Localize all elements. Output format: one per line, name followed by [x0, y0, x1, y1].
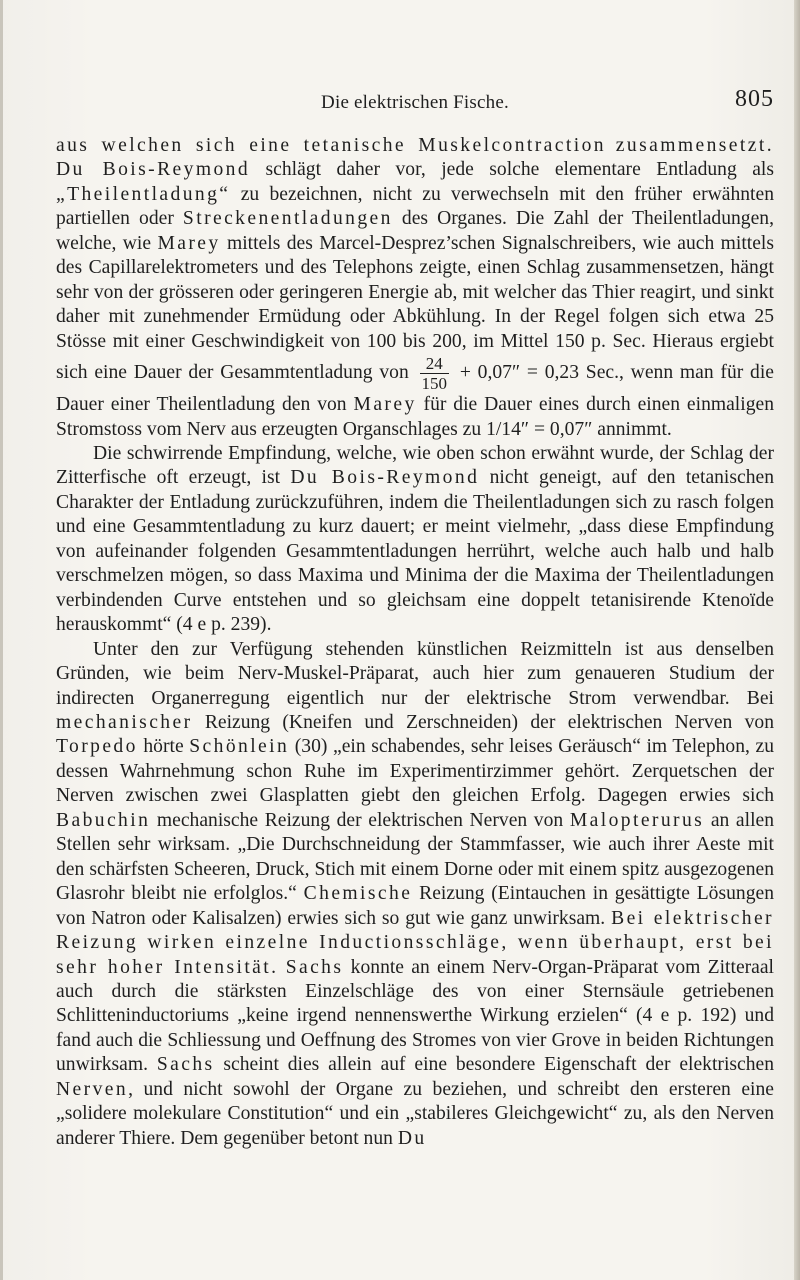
text-run: (30) „ein schabendes, sehr leises Geräusch“ im Telephon, zu dessen Wahrnehmung schon Ruhe im Experimentirzimmer gehört. Zerquetschen der Nerven zwischen zwei Glasplatten giebt den gleichen Erfolg. Dagegen erwies sich — [56, 736, 774, 807]
author-name: Sachs — [285, 956, 344, 978]
genus-name: Torpedo — [56, 736, 138, 758]
text-run: schlägt daher vor, jede solche elementare Entladung als — [250, 159, 775, 181]
author-name: Babuchin — [56, 809, 151, 831]
fraction-denominator: 150 — [421, 374, 448, 394]
text-run: konnte an einem Nerv-Organ-Präparat vom Zitteraal auch durch die stärksten Einzelschläge des von einer Sternsäule getriebenen Schlitteninductoriums „keine irgend nennenswerthe Wirkung erzielen“ (4 e p. 192) und fand auch die Schliessung und Oeffnung des Stromes von vier Grove in beiden Richtungen unwirksam. — [56, 956, 775, 1076]
inline-fraction: 1/14″ — [486, 418, 530, 440]
formula-fraction — [420, 354, 450, 393]
text-run: = 0,07″ annimmt. — [529, 418, 672, 440]
text-run: Unter den zur Verfügung stehenden künstlichen Reizmitteln ist aus denselben Gründen, wie beim Nerv-Muskel-Präparat, auch hier zum genaueren Studium der indirecten Organerregung eigentlich nur der elektrische Strom verwendbar. Bei — [56, 638, 774, 709]
text-run: Reizung (Eintauchen in gesättigte Lösungen von Natron oder Kalisalzen) erwies sich so gut wie ganz unwirksam. — [56, 883, 774, 929]
paragraph-1 — [56, 134, 774, 442]
author-name: Du Bois-Reymond — [290, 467, 480, 489]
fraction-numerator: 24 — [420, 354, 450, 374]
genus-name: Malopterurus — [569, 809, 705, 831]
emphasis: Chemische — [303, 883, 413, 905]
running-title: Die elektrischen Fische. — [321, 92, 509, 113]
text-run: des Organes. Die Zahl der Theilentladungen, welche, wie — [56, 208, 774, 254]
page-number: 805 — [735, 86, 774, 112]
text-run: mechanische Reizung der elektrischen Nerven von — [150, 809, 570, 831]
author-name: Sachs — [156, 1054, 215, 1076]
author-name: Marey — [157, 232, 221, 254]
text-run: nicht geneigt, auf den tetanischen Charakter der Entladung zurückzuführen, indem die Theilentladungen sich zu rasch folgen und eine Gesammtentladung zu kurz dauert; er meint vielmehr, „dass diese Empfindung von aufeinander folgenden Gesammtentladungen herrührt, welche auch halb und halb verschmelzen mögen, so dass Maxima und Minima der die Maxima der Theilentladungen verbindenden Curve entstehen und so gleichsam eine doppelt tetanisirende Ktenoïde herauskommt“ (4 e p. 239). — [56, 467, 774, 636]
text-run: hörte — [137, 736, 190, 758]
text-run: an allen Stellen sehr wirksam. „Die Durchschneidung der Stammfasser, wie auch ihrer Aeste mit den schärfsten Scheeren, Druck, Stich mit einem Dorne oder mit einem spitz ausgezogenen Glasrohr bleibt nie erfolglos.“ — [56, 809, 775, 905]
emphasized-sentence: Bei elektrischer Reizung wirken einzelne Inductionsschläge, wenn überhaupt, erst bei sehr hoher Intensität. — [56, 907, 774, 978]
term-theilentladung: „Theilentladung“ — [56, 183, 231, 205]
author-name: Du Bois-Reymond — [56, 159, 251, 181]
paragraph-3 — [56, 638, 774, 1152]
author-name: Du — [397, 1127, 427, 1149]
text-run: mittels des Marcel-Desprez’schen Signalschreibers, wie auch mittels des Capillarelektrometers und des Telephons zeigte, einen Schlag zusammensetzen, hängt sehr von der grösseren oder geringeren Energie ab, mit welcher das Thier reagirt, und sinkt daher mit zunehmender Ermüdung oder Abkühlung. In der Regel folgen sich etwa 25 Stösse mit einer Geschwindigkeit von 100 bis 200, im Mittel 150 p. Sec. Hieraus ergiebt sich eine Dauer der Gesammtentladung von — [56, 232, 775, 384]
text-run: für die Dauer eines durch einen einmaligen Stromstoss vom Nerv aus erzeugten Organschlages zu — [56, 394, 774, 440]
body-text — [56, 134, 774, 1151]
author-name: Marey — [353, 394, 417, 416]
text-run: Reizung (Kneifen und Zerschneiden) der elektrischen Nerven von — [192, 711, 774, 733]
text-run: zusammensetzt. — [615, 135, 774, 156]
text-run: scheint dies allein auf eine besondere Eigenschaft der elektrischen — [214, 1054, 774, 1076]
text-run: Die schwirrende Empfindung, welche, wie oben schon erwähnt wurde, der Schlag der Zitterfische oft erzeugt, ist — [56, 442, 774, 489]
text-run: + 0,07″ = 0,23 Sec., wenn man für die Dauer einer Theilentladung den von — [56, 362, 774, 416]
emphasis: mechanischer — [56, 711, 193, 733]
term-streckenentladungen: Streckenentladungen — [182, 208, 393, 230]
text-run: , und nicht sowohl der Organe zu beziehen, und schreibt den ersteren eine „solidere molekulare Constitution“ und ein „stabileres Gleichgewicht“ zu, als den Nerven anderer Thiere. Dem gegenüber betont nun — [56, 1078, 774, 1149]
page-header — [56, 86, 774, 120]
page-edge-left — [0, 0, 3, 1280]
author-name: Schönlein — [189, 736, 290, 758]
text-run: aus welchen sich eine tetanische Muskelcontraction — [56, 135, 606, 156]
text-run: zu bezeichnen, nicht zu verwechseln mit den früher erwähnten partiellen oder — [56, 183, 774, 230]
page-edge-right — [794, 0, 800, 1280]
emphasis: Nerven — [56, 1078, 129, 1100]
paragraph-2 — [56, 442, 774, 638]
